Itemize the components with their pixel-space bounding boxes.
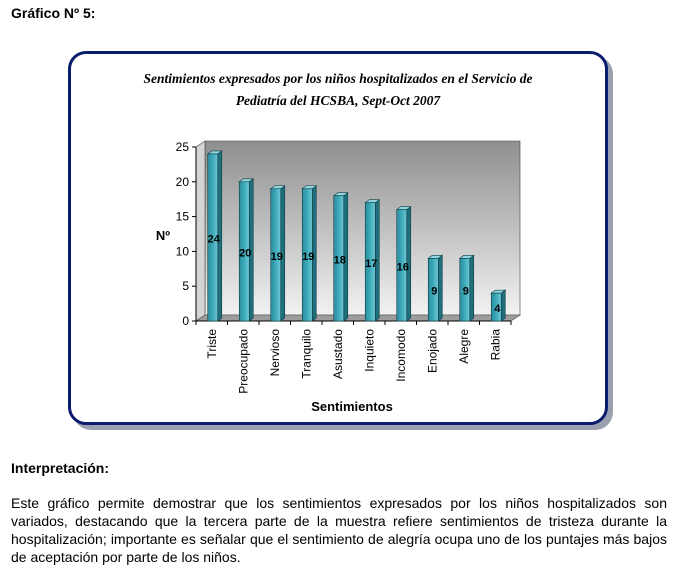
- y-axis-title: Nº: [155, 228, 171, 243]
- x-axis-title: Sentimientos: [311, 399, 393, 414]
- data-label: 18: [333, 254, 346, 267]
- interpretation-title: Interpretación:: [11, 460, 110, 476]
- bar-chart: [71, 54, 605, 422]
- y-tick-label: 25: [175, 140, 189, 154]
- interpretation-text: Este gráfico permite demostrar que los sentimientos expresados por los niños hospitalizados son variados, destacando que la tercera parte de la muestra refiere sentimientos de tristeza durante la hospitalización; importante es señalar que el sentimiento de alegría ocupa uno de los puntajes más bajos de aceptación por parte de los niños.: [11, 495, 667, 565]
- data-label: 9: [462, 285, 469, 298]
- data-label: 9: [431, 285, 438, 298]
- x-tick-label: Inquieto: [362, 329, 377, 372]
- x-tick-label: Nervioso: [267, 329, 282, 377]
- data-label: 20: [239, 247, 252, 260]
- x-tick-label: Preocupado: [236, 329, 251, 394]
- data-label: 4: [494, 303, 501, 316]
- y-tick-label: 10: [175, 244, 189, 259]
- y-tick-label: 20: [175, 174, 189, 189]
- data-label: 19: [302, 250, 315, 263]
- figure-heading: Gráfico Nº 5:: [11, 5, 96, 21]
- data-label: 19: [270, 250, 283, 263]
- data-label: 24: [207, 233, 220, 246]
- side-wall: [196, 141, 205, 321]
- x-tick-label: Rabia: [488, 329, 503, 361]
- chart-frame: [68, 51, 608, 425]
- data-label: 17: [365, 257, 378, 270]
- x-tick-label: Tranquilo: [299, 329, 314, 379]
- bar-side: [501, 290, 505, 321]
- y-tick-label: 5: [182, 279, 189, 294]
- y-tick-label: 0: [182, 314, 189, 328]
- x-tick-label: Enojado: [425, 329, 440, 374]
- data-label: 16: [396, 261, 409, 274]
- chart-title-line-2: Pediatría del HCSBA, Sept-Oct 2007: [235, 93, 441, 108]
- bar-side: [470, 255, 474, 321]
- x-tick-label: Incomodo: [393, 329, 408, 382]
- x-tick-label: Triste: [204, 329, 219, 359]
- bar-side: [438, 255, 442, 321]
- x-tick-label: Asustado: [330, 329, 345, 380]
- x-tick-label: Alegre: [456, 329, 471, 364]
- y-tick-label: 15: [175, 209, 189, 224]
- chart-title-line-1: Sentimientos expresados por los niños hospitalizados en el Servicio de: [143, 71, 533, 86]
